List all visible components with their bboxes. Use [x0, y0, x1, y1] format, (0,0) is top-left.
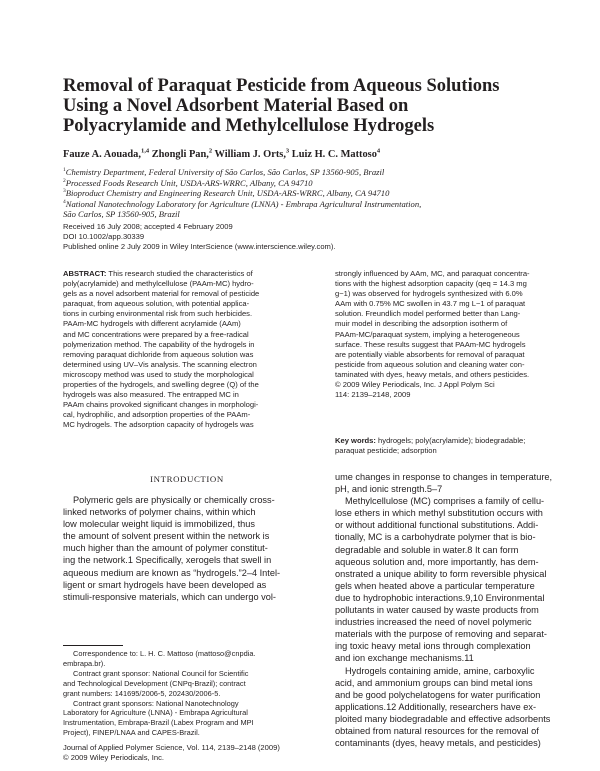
body-line: ligent or smart hydrogels have been developed as: [63, 579, 267, 590]
body-line: linked networks of polymer chains, within which: [63, 507, 256, 518]
author-affil-sup: 2: [208, 147, 213, 155]
journal-footer: [63, 743, 280, 763]
abstract-line: AAm with 0.75% MC swollen in 43.7 mg L−1 of paraquat: [335, 299, 526, 309]
abstract-line: properties of the hydrogels, and swelling degree (Q) of the: [63, 380, 259, 390]
abstract-line: microscopy method was used to study the morphological: [63, 369, 254, 379]
abstract-line: hydrogels was also measured. The entrapped MC in: [63, 390, 239, 400]
abstract-line: MC hydrogels. The adsorption capacity of hydrogels was: [63, 420, 254, 430]
affiliation-sup: 2: [63, 177, 66, 184]
keywords: [335, 436, 525, 456]
abstract-line: strongly influenced by AAm, MC, and paraquat concentra-: [335, 269, 530, 278]
author-name: Luiz H. C. Mattoso: [291, 149, 377, 160]
keywords-label: Key words:: [335, 436, 376, 445]
body-line: acid, and ammonium groups can bind metal ions: [335, 677, 533, 688]
abstract-line: g−1) was observed for hydrogels synthesized with 6.0%: [335, 289, 523, 299]
affiliation-text: National Nanotechnology Laboratory for Agriculture (LNNA) - Embrapa Agricultural Instrumentation,: [65, 198, 422, 209]
body-line: the amount of solvent present within the network is: [63, 531, 270, 542]
affiliation-text: São Carlos, SP 13560-905, Brazil: [63, 209, 180, 220]
abstract-line: pesticide from aqueous solution and cleaning water con-: [335, 359, 525, 369]
affiliation-sup: 1: [63, 167, 66, 174]
body-line: applications.12 Additionally, researchers have ex-: [335, 701, 537, 712]
affiliation-line: [63, 167, 543, 178]
affiliation-text: Bioproduct Chemistry and Engineering Research Unit, USDA-ARS-WRRC, Albany, CA 94710: [65, 188, 390, 199]
footnote-line: Instrumentation, Embrapa-Brazil (Labex Program and MPI: [63, 718, 254, 728]
body-line: ing the network.1 Specifically, xerogels that swell in: [63, 555, 272, 566]
article-title: [63, 76, 533, 136]
body-line: Methylcellulose (MC) comprises a family of cellu-: [345, 496, 545, 507]
abstract-line: 114: 2139–2148, 2009: [335, 390, 411, 400]
footnotes: [63, 649, 256, 738]
affiliation-sup: 4: [63, 198, 66, 205]
body-line: gels when heated above a particular temperature: [335, 580, 535, 591]
abstract-line: tions with the highest adsorption capacity (qeq = 14.3 mg: [335, 279, 527, 289]
body-line: low molecular weight liquid is immobilized, thus: [63, 519, 255, 530]
publication-dates: [63, 222, 336, 253]
affiliation-line: [63, 178, 543, 189]
footnote-line: Correspondence to: L. H. C. Mattoso (mattoso@cnpdia.: [73, 649, 256, 658]
journal-citation: Journal of Applied Polymer Science, Vol. 114, 2139–2148 (2009): [63, 743, 280, 752]
published-online: Published online 2 July 2009 in Wiley InterScience (www.interscience.wiley.com).: [63, 242, 336, 252]
received-date: Received 16 July 2008; accepted 4 February 2009: [63, 222, 233, 231]
keywords-text: hydrogels; poly(acrylamide); biodegradable;: [375, 436, 526, 445]
title-line: Polyacrylamide and Methylcellulose Hydrogels: [63, 116, 435, 136]
body-line: stimuli-responsive materials, which can undergo vol-: [63, 591, 276, 602]
abstract-line: PAAm-MC hydrogels with different acrylamide (AAm): [63, 319, 241, 329]
footnote-line: and Technological Development (CNPq-Brazil); contract: [63, 678, 246, 688]
abstract-line: and MC concentrations were prepared by a free-radical: [63, 329, 249, 339]
body-line: much higher than the amount of polymer constitut-: [63, 543, 268, 554]
author-name: Zhongli Pan,: [151, 149, 209, 160]
keywords-line: [335, 436, 525, 446]
abstract-text: This research studied the characteristics of: [106, 269, 253, 278]
body-line: Hydrogels containing amide, amine, carboxylic: [345, 665, 535, 676]
body-line: Polymeric gels are physically or chemically cross-: [73, 495, 275, 505]
footnote-line: Contract grant sponsor: National Council for Scientific: [73, 668, 249, 678]
doi: DOI 10.1002/app.30339: [63, 232, 145, 242]
author-name: William J. Orts,: [214, 149, 286, 160]
body-line: ing toxic heavy metal ions through complexation: [335, 641, 531, 652]
section-heading-introduction: INTRODUCTION: [150, 474, 224, 484]
abstract-line: solution. Freundlich model performed better than Lang-: [335, 309, 521, 319]
affiliations: [63, 167, 543, 220]
body-line: onstrated a unique ability to form reversible physical: [335, 568, 547, 579]
body-line: obtained from natural resources for the removal of: [335, 725, 539, 736]
abstract-line: are potentially viable absorbents for removal of paraquat: [335, 349, 525, 359]
author-affil-sup: 1,4: [140, 147, 150, 155]
abstract-line: determined using UV–Vis analysis. The scanning electron: [63, 359, 257, 369]
body-line: materials with the purpose of removing and separat-: [335, 629, 547, 640]
body-line: and be good polychelatogens for water purification: [335, 689, 541, 700]
body-line: pH, and ionic strength.5–7: [335, 484, 443, 495]
abstract-line: poly(acrylamide) and methylcellulose (PAAm-MC) hydro-: [63, 279, 254, 289]
abstract-line: polymerization method. The capability of the hydrogels in: [63, 339, 255, 349]
abstract-line: © 2009 Wiley Periodicals, Inc. J Appl Polym Sci: [335, 380, 495, 390]
title-line: Removal of Paraquat Pesticide from Aqueous Solutions: [63, 76, 500, 96]
keywords-line: paraquat pesticide; adsorption: [335, 446, 437, 456]
body-line: degradable and soluble in water.8 It can form: [335, 544, 519, 555]
abstract-left-column: [63, 269, 311, 431]
affiliation-line: [63, 209, 543, 220]
author-affil-sup: 4: [376, 147, 381, 155]
footnote-line: Contract grant sponsors: National Nanotechnology: [73, 698, 239, 708]
abstract-line: removing paraquat dichloride from aqueous solution was: [63, 349, 254, 359]
body-line: pollutants in water caused by waste products from: [335, 605, 539, 616]
body-line: contaminants (dyes, heavy metals, and pesticides): [335, 738, 541, 749]
body-line: aqueous solution and, more importantly, has dem-: [335, 556, 539, 567]
abstract-line: tions in curbing environmental risk from such herbicides.: [63, 309, 253, 319]
abstract-line: PAAm chains provoked significant changes in morphologi-: [63, 400, 259, 410]
abstract-line: gels as a novel adsorbent material for removal of pesticide: [63, 289, 260, 299]
abstract-line: surface. These results suggest that PAAm-MC hydrogels: [335, 339, 526, 349]
affiliation-text: Chemistry Department, Federal University of São Carlos, São Carlos, SP 13560-905, Brazil: [65, 167, 385, 177]
affiliation-line: [63, 188, 543, 199]
author-affil-sup: 3: [285, 147, 290, 155]
author-name: Fauze A. Aouada,: [63, 149, 141, 160]
body-line: industries increased the need of novel polymeric: [335, 617, 532, 628]
abstract-right-column: [335, 269, 580, 400]
title-line: Using a Novel Adsorbent Material Based on: [63, 96, 409, 116]
affiliation-line: [63, 199, 543, 210]
abstract-line: taminated with dyes, heavy metals, and others pesticides.: [335, 369, 530, 379]
footnote-line: grant numbers: 141695/2006-5, 202430/2006-5.: [63, 688, 221, 698]
journal-copyright: © 2009 Wiley Periodicals, Inc.: [63, 753, 164, 762]
intro-left-column: [63, 494, 280, 603]
affiliation-text: Processed Foods Research Unit, USDA-ARS-WRRC, Albany, CA 94710: [65, 177, 313, 188]
body-line: or without additional functional substitutions. Addi-: [335, 520, 539, 531]
affiliation-sup: 3: [63, 188, 66, 195]
abstract-line: paraquat, from aqueous solution, with potential applica-: [63, 299, 250, 309]
abstract-line: muir model in describing the adsorption isotherm of: [335, 319, 508, 329]
abstract-label: ABSTRACT:: [63, 269, 107, 278]
body-line: lose ethers in which methyl substitution occurs with: [335, 508, 543, 519]
footnote-line: Laboratory for Agriculture (LNNA) - Embrapa Agricultural: [63, 708, 248, 718]
footnote-line: embrapa.br).: [63, 658, 106, 668]
author-list: [63, 149, 380, 160]
footnote-line: Project), FINEP/LNAA and CAPES-Brazil.: [63, 728, 200, 738]
abstract-line: PAAm-MC/paraquat system, implying a heterogeneous: [335, 329, 520, 339]
abstract-line: [63, 269, 311, 279]
abstract-line: cal, hydrophilic, and adsorption properties of the PAAm-: [63, 410, 251, 420]
body-line: ploited many biodegradable and effective adsorbents: [335, 713, 551, 724]
body-line: due to hydrophobic interactions.9,10 Environmental: [335, 592, 545, 603]
body-line: and ion exchange mechanisms.11: [335, 653, 474, 664]
intro-right-column: [335, 471, 552, 749]
body-line: tionally, MC is a carbohydrate polymer that is bio-: [335, 532, 536, 543]
footnote-divider: [63, 645, 123, 646]
body-line: ume changes in response to changes in temperature,: [335, 472, 553, 482]
body-line: aqueous medium are known as “hydrogels.”2–4 Intel-: [63, 567, 281, 578]
